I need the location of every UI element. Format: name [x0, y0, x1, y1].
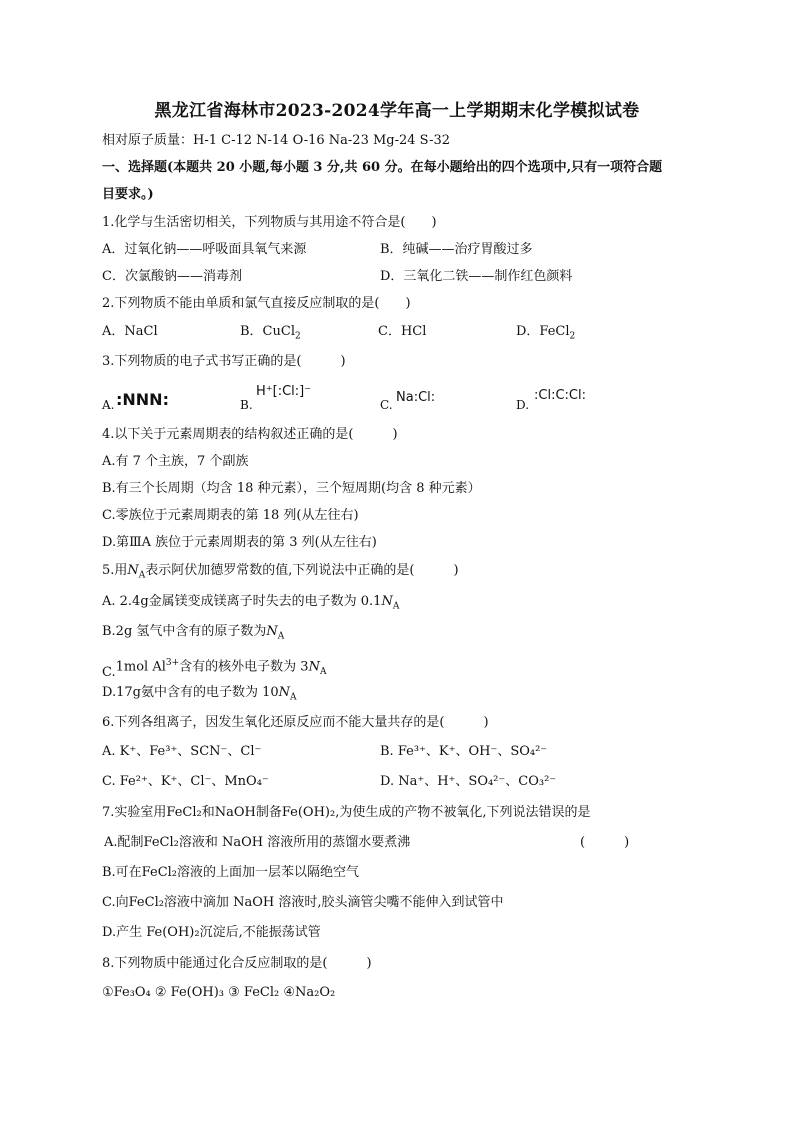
q8-options: ①Fe₃O₄ ② Fe(OH)₃ ③ FeCl₂ ④Na₂O₂: [102, 985, 336, 1000]
q5-option-d: D.17g氨中含有的电子数为 $10N_A$: [102, 685, 297, 703]
q4-option-c: C.零族位于元素周期表的第 18 列(从左往右): [102, 508, 359, 523]
q5-option-b: B.2g 氢气中含有的原子数为$N_A$: [102, 624, 285, 642]
q7-option-a-row: [104, 834, 644, 852]
q1-option-d: D．三氧化二铁——制作红色颜料: [380, 269, 573, 284]
q6-option-c: C. Fe²⁺、K⁺、Cl⁻、MnO₄⁻: [102, 774, 269, 789]
q2-option-d: D．FeCl$_2$: [516, 324, 576, 342]
q1-stem: 1.化学与生活密切相关，下列物质与其用途不符合是( ): [102, 215, 437, 230]
q1-option-c: C．次氯酸钠——消毒剂: [102, 269, 242, 284]
q7-option-d: D.产生 Fe(OH)₂沉淀后,不能振荡试管: [102, 925, 321, 940]
q3-stem: 3.下列物质的电子式书写正确的是( ): [102, 354, 346, 369]
q2-option-a: A．NaCl: [102, 324, 158, 339]
q3-d-electron-formula: :Cl:C:Cl:: [534, 388, 586, 403]
q7-option-a: A.配制FeCl₂溶液和 NaOH 溶液所用的蒸馏水要煮沸: [104, 835, 411, 850]
q1-options-row2: [102, 268, 573, 286]
q1-options-row1: [102, 241, 533, 259]
exam-page: 黑龙江省海林市2023-2024学年高一上学期期末化学模拟试卷 相对原子质量：H-1 C-12 N-14 O-16 Na-23 Mg-24 S-32 一、选择题(本题共 20 小题,每小题 3 分,共 60 分。在每小题给出的四个选项中,只有一项符合题 目要求。) 1.化学与生活密切相关，下列物质与其用途不符合是( ) A．过氧化钠——呼吸面具氧气来源 B．纯碱——治疗胃酸过多 C．次氯酸钠——消毒剂 D．三氧化二铁——制作红色颜料 2.下列物质不能由单质和氯气直接反应制取的是( ) A．NaCl B．CuCl$_2$ C．HCl D．FeCl$_2$ 3.下列物质的电子式书写正确的是( ) A. :NNN: B. H⁺[:Cl:]⁻ C. Na:Cl: D. :Cl:C:Cl: 4.以下关于元素周期表的结构叙述正确的是( ) A.有 7 个主族，7 个副族 B.有三个长周期（均含 18 种元素），三个短周期(均含 8 种元素） C.零族位于元素周期表的第 18 列(从左往右) D.第ⅢA 族位于元素周期表的第 3 列(从左往右) 5.用$N_A$表示阿伏加德罗常数的值,下列说法中正确的是( ) A. 2.4g金属镁变成镁离子时失去的电子数为 $0.1N_A$ B.2g 氢气中含有的原子数为$N_A$ C.1mol $Al^{3+}$含有的核外电子数为 $3N_A$ D.17g氨中含有的电子数为 $10N_A$ 6.下列各组离子，因发生氧化还原反应而不能大量共存的是( ) A. K⁺、Fe³⁺、SCN⁻、Cl⁻ B. Fe³⁺、K⁺、OH⁻、SO₄²⁻ C. Fe²⁺、K⁺、Cl⁻、MnO₄⁻ D. Na⁺、H⁺、SO₄²⁻、CO₃²⁻ 7.实验室用FeCl₂和NaOH制备Fe(OH)₂,为使生成的产物不被氧化,下列说法错误的是 A.配制FeCl₂溶液和 NaOH 溶液所用的蒸馏水要煮沸 ( ) B.可在FeCl₂溶液的上面加一层苯以隔绝空气 C.向FeCl₂溶液中滴加 NaOH 溶液时,胶头滴管尖嘴不能伸入到试管中 D.产生 Fe(OH)₂沉淀后,不能振荡试管 8.下列物质中能通过化合反应制取的是( ) ①Fe₃O₄ ② Fe(OH)₃ ③ FeCl₂ ④Na₂O₂: [0, 0, 794, 1123]
exam-title: 黑龙江省海林市2023-2024学年高一上学期期末化学模拟试卷: [154, 101, 640, 121]
q6-stem: 6.下列各组离子，因发生氧化还原反应而不能大量共存的是( ): [102, 715, 489, 730]
q6-options-row2: [102, 773, 557, 791]
q6-option-d: D. Na⁺、H⁺、SO₄²⁻、CO₃²⁻: [380, 774, 557, 789]
q7-stem: 7.实验室用FeCl₂和NaOH制备Fe(OH)₂,为使生成的产物不被氧化,下列说法错误的是: [102, 805, 591, 820]
q6-option-b: B. Fe³⁺、K⁺、OH⁻、SO₄²⁻: [380, 744, 548, 759]
section-instructions-line1: 一、选择题(本题共 20 小题,每小题 3 分,共 60 分。在每小题给出的四个选项中,只有一项符合题: [102, 160, 663, 175]
q4-stem: 4.以下关于元素周期表的结构叙述正确的是( ): [102, 427, 398, 442]
q5-stem: 5.用$N_A$表示阿伏加德罗常数的值,下列说法中正确的是( ): [102, 563, 459, 581]
q7-option-b: B.可在FeCl₂溶液的上面加一层苯以隔绝空气: [102, 865, 360, 880]
q2-option-b: B．CuCl$_2$: [240, 324, 301, 342]
q6-option-a: A. K⁺、Fe³⁺、SCN⁻、Cl⁻: [102, 744, 262, 759]
q3-a-electron-formula: :NNN:: [116, 390, 169, 409]
q2-stem: 2.下列物质不能由单质和氯气直接反应制取的是( ): [102, 296, 411, 311]
q7-answer-paren: ( ): [580, 835, 630, 850]
q3-c-electron-formula: Na:Cl:: [396, 390, 436, 405]
q1-option-b: B．纯碱——治疗胃酸过多: [380, 242, 533, 257]
q5-option-a: A. 2.4g金属镁变成镁离子时失去的电子数为 $0.1N_A$: [102, 594, 400, 612]
q2-options: [102, 323, 622, 343]
q4-option-d: D.第ⅢA 族位于元素周期表的第 3 列(从左往右): [102, 535, 377, 550]
q8-stem: 8.下列物质中能通过化合反应制取的是( ): [102, 956, 372, 971]
atomic-masses: 相对原子质量：H-1 C-12 N-14 O-16 Na-23 Mg-24 S-32: [102, 133, 450, 148]
q3-b-electron-formula: H⁺[:Cl:]⁻: [256, 384, 312, 399]
q7-option-c: C.向FeCl₂溶液中滴加 NaOH 溶液时,胶头滴管尖嘴不能伸入到试管中: [102, 895, 504, 910]
q6-options-row1: [102, 743, 548, 761]
q5-option-c: C.1mol $Al^{3+}$含有的核外电子数为 $3N_A$: [102, 658, 327, 681]
q4-option-a: A.有 7 个主族，7 个副族: [102, 454, 249, 469]
q1-option-a: A．过氧化钠——呼吸面具氧气来源: [102, 242, 307, 257]
q4-option-b: B.有三个长周期（均含 18 种元素），三个短周期(均含 8 种元素）: [102, 481, 481, 496]
section-instructions-line2: 目要求。): [102, 187, 154, 202]
q2-option-c: C．HCl: [378, 324, 427, 339]
